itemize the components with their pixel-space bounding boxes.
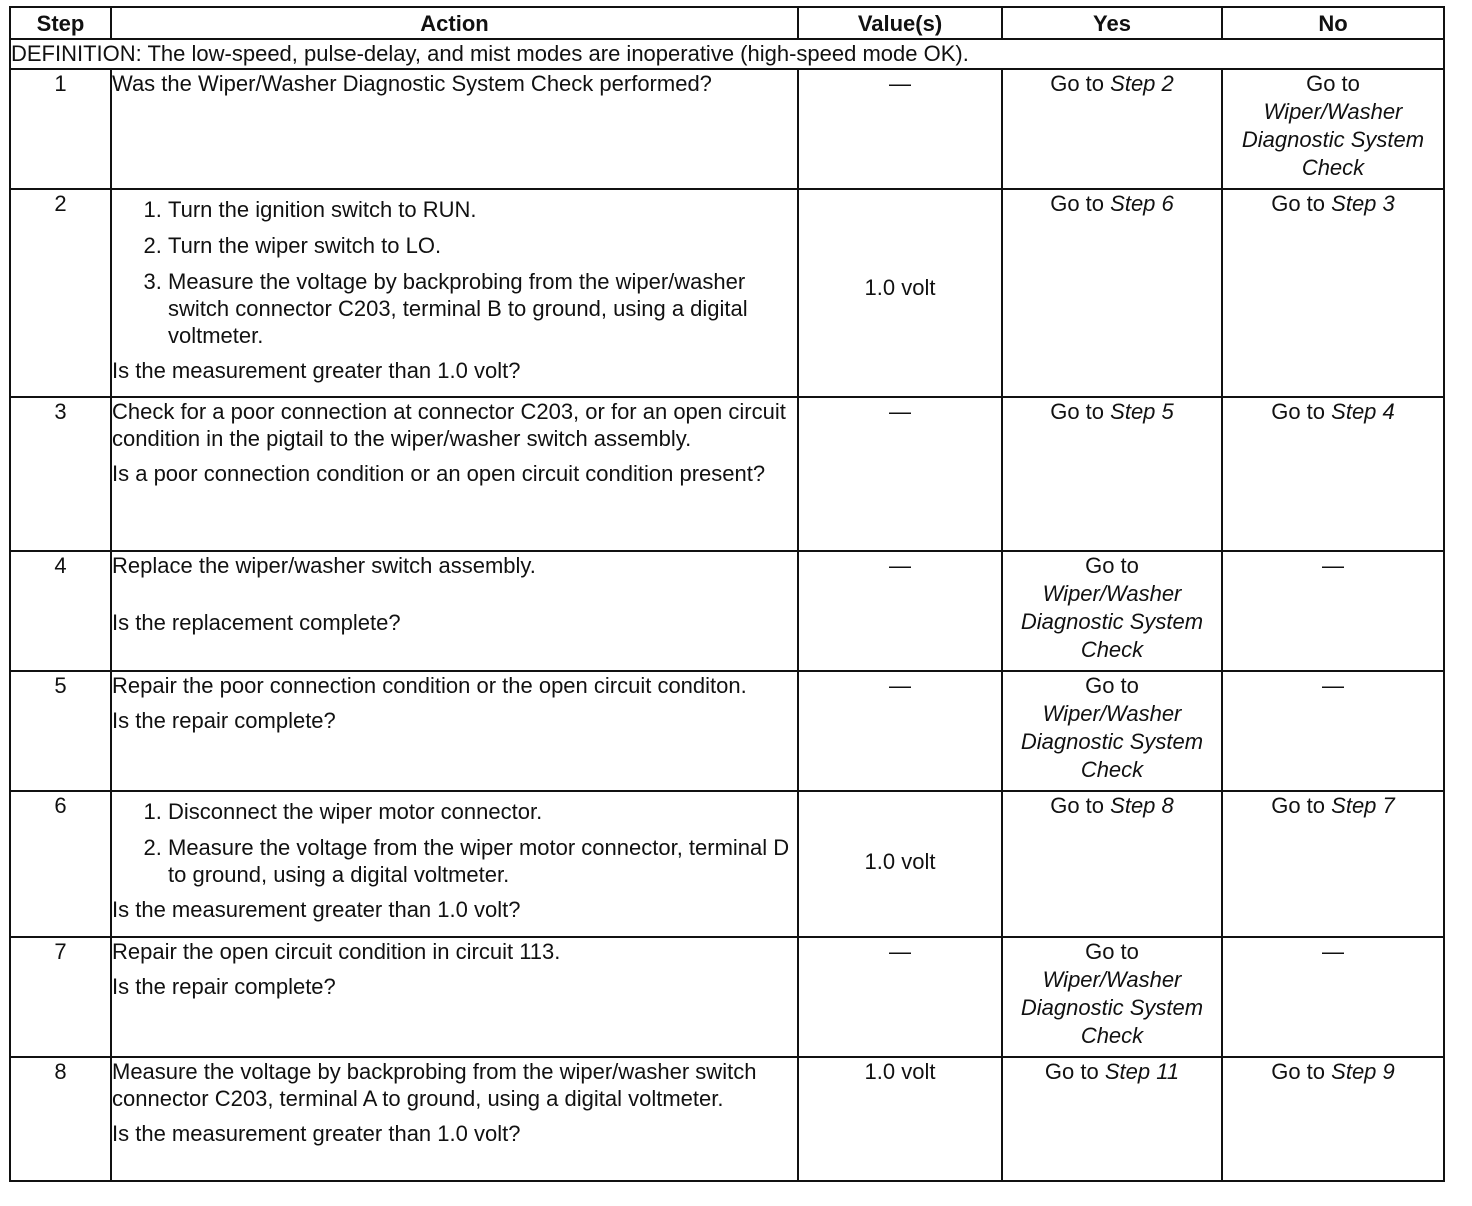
yes-cell bbox=[1002, 937, 1222, 1057]
action-cell bbox=[111, 397, 798, 551]
step-number: 3 bbox=[10, 397, 111, 551]
no-target: Step 3 bbox=[1331, 191, 1395, 216]
value-cell: — bbox=[798, 397, 1002, 551]
substep-item: 2. Measure the voltage from the wiper motor connector, terminal D to ground, using a digital voltmeter. bbox=[168, 834, 797, 888]
action-text: Check for a poor connection at connector C203, or for an open circuit condition in the pigtail to the wiper/washer switch assembly. bbox=[112, 399, 786, 451]
step-number: 8 bbox=[10, 1057, 111, 1181]
table-row bbox=[10, 551, 1444, 671]
action-cell bbox=[111, 69, 798, 189]
goto-label: Go to bbox=[1271, 793, 1326, 818]
substep-list bbox=[112, 196, 797, 349]
no-cell bbox=[1222, 397, 1444, 551]
no-cell bbox=[1222, 791, 1444, 937]
yes-target: Step 6 bbox=[1110, 191, 1174, 216]
no-cell: — bbox=[1222, 671, 1444, 791]
table-row bbox=[10, 397, 1444, 551]
definition-row bbox=[10, 39, 1444, 69]
goto-label: Go to bbox=[1050, 793, 1105, 818]
yes-cell bbox=[1002, 551, 1222, 671]
action-text: Repair the poor connection condition or the open circuit conditon. bbox=[112, 673, 747, 698]
goto-label: Go to bbox=[1271, 1059, 1326, 1084]
table-row bbox=[10, 671, 1444, 791]
step-number: 2 bbox=[10, 189, 111, 397]
value-cell: 1.0 volt bbox=[798, 1057, 1002, 1181]
substep-list bbox=[112, 798, 797, 888]
table-row bbox=[10, 1057, 1444, 1181]
goto-label: Go to bbox=[1271, 191, 1326, 216]
step-number: 1 bbox=[10, 69, 111, 189]
goto-label: Go to bbox=[1306, 71, 1360, 96]
no-cell bbox=[1222, 189, 1444, 397]
question-text: Is a poor connection condition or an open circuit condition present? bbox=[112, 461, 766, 486]
header-yes: Yes bbox=[1002, 7, 1222, 39]
question-text: Is the measurement greater than 1.0 volt? bbox=[112, 1121, 521, 1146]
action-cell bbox=[111, 671, 798, 791]
yes-cell bbox=[1002, 397, 1222, 551]
no-cell bbox=[1222, 69, 1444, 189]
goto-label: Go to bbox=[1050, 399, 1105, 424]
value-cell: 1.0 volt bbox=[798, 791, 1002, 937]
yes-target: Step 11 bbox=[1104, 1059, 1180, 1084]
no-target: Step 9 bbox=[1331, 1059, 1395, 1084]
action-cell bbox=[111, 551, 798, 671]
step-number: 6 bbox=[10, 791, 111, 937]
action-cell bbox=[111, 791, 798, 937]
no-target: Step 4 bbox=[1331, 399, 1395, 424]
table-row bbox=[10, 69, 1444, 189]
yes-cell bbox=[1002, 69, 1222, 189]
yes-target: Wiper/Washer Diagnostic System Check bbox=[1020, 967, 1204, 1048]
question-text: Is the repair complete? bbox=[112, 708, 336, 733]
substep-item: 2. Turn the wiper switch to LO. bbox=[168, 232, 797, 259]
yes-target: Wiper/Washer Diagnostic System Check bbox=[1020, 581, 1204, 662]
value-cell: — bbox=[798, 937, 1002, 1057]
value-cell: 1.0 volt bbox=[798, 189, 1002, 397]
goto-label: Go to bbox=[1085, 553, 1139, 578]
goto-label: Go to bbox=[1050, 71, 1105, 96]
action-cell bbox=[111, 1057, 798, 1181]
question-text: Is the repair complete? bbox=[112, 974, 336, 999]
header-row bbox=[10, 7, 1444, 39]
yes-target: Step 2 bbox=[1110, 71, 1174, 96]
goto-label: Go to bbox=[1271, 399, 1326, 424]
goto-label: Go to bbox=[1050, 191, 1105, 216]
no-cell: — bbox=[1222, 551, 1444, 671]
action-cell bbox=[111, 189, 798, 397]
no-cell: — bbox=[1222, 937, 1444, 1057]
yes-target: Wiper/Washer Diagnostic System Check bbox=[1020, 701, 1204, 782]
table-row bbox=[10, 791, 1444, 937]
action-text: Replace the wiper/washer switch assembly. bbox=[112, 553, 536, 578]
goto-label: Go to bbox=[1085, 673, 1139, 698]
action-text: Was the Wiper/Washer Diagnostic System Check performed? bbox=[112, 71, 712, 96]
goto-label: Go to bbox=[1044, 1059, 1099, 1084]
table-row bbox=[10, 937, 1444, 1057]
substep-item: 1. Disconnect the wiper motor connector. bbox=[168, 798, 797, 825]
value-cell: — bbox=[798, 671, 1002, 791]
step-number: 7 bbox=[10, 937, 111, 1057]
yes-cell bbox=[1002, 1057, 1222, 1181]
header-step: Step bbox=[10, 7, 111, 39]
step-number: 5 bbox=[10, 671, 111, 791]
step-number: 4 bbox=[10, 551, 111, 671]
question-text: Is the measurement greater than 1.0 volt? bbox=[112, 897, 521, 922]
value-cell: — bbox=[798, 69, 1002, 189]
header-action: Action bbox=[111, 7, 798, 39]
diagnostic-table bbox=[9, 6, 1445, 1182]
header-values: Value(s) bbox=[798, 7, 1002, 39]
no-cell bbox=[1222, 1057, 1444, 1181]
header-no: No bbox=[1222, 7, 1444, 39]
yes-cell bbox=[1002, 791, 1222, 937]
table-row bbox=[10, 189, 1444, 397]
action-cell bbox=[111, 937, 798, 1057]
yes-target: Step 5 bbox=[1110, 399, 1174, 424]
yes-target: Step 8 bbox=[1110, 793, 1174, 818]
action-text: Repair the open circuit condition in circuit 113. bbox=[112, 939, 561, 964]
action-text: Measure the voltage by backprobing from the wiper/washer switch connector C203, terminal A to ground, using a digital voltmeter. bbox=[112, 1059, 757, 1111]
no-target: Step 7 bbox=[1331, 793, 1395, 818]
yes-cell bbox=[1002, 671, 1222, 791]
definition-text: DEFINITION: The low-speed, pulse-delay, and mist modes are inoperative (high-speed mode OK). bbox=[10, 39, 1444, 69]
yes-cell bbox=[1002, 189, 1222, 397]
value-cell: — bbox=[798, 551, 1002, 671]
question-text: Is the measurement greater than 1.0 volt? bbox=[112, 358, 521, 383]
goto-label: Go to bbox=[1085, 939, 1139, 964]
question-text: Is the replacement complete? bbox=[112, 610, 401, 635]
substep-item: 3. Measure the voltage by backprobing from the wiper/washer switch connector C203, terminal B to ground, using a digital voltmeter. bbox=[168, 268, 797, 349]
substep-item: 1. Turn the ignition switch to RUN. bbox=[168, 196, 797, 223]
no-target: Wiper/Washer Diagnostic System Check bbox=[1241, 99, 1425, 180]
